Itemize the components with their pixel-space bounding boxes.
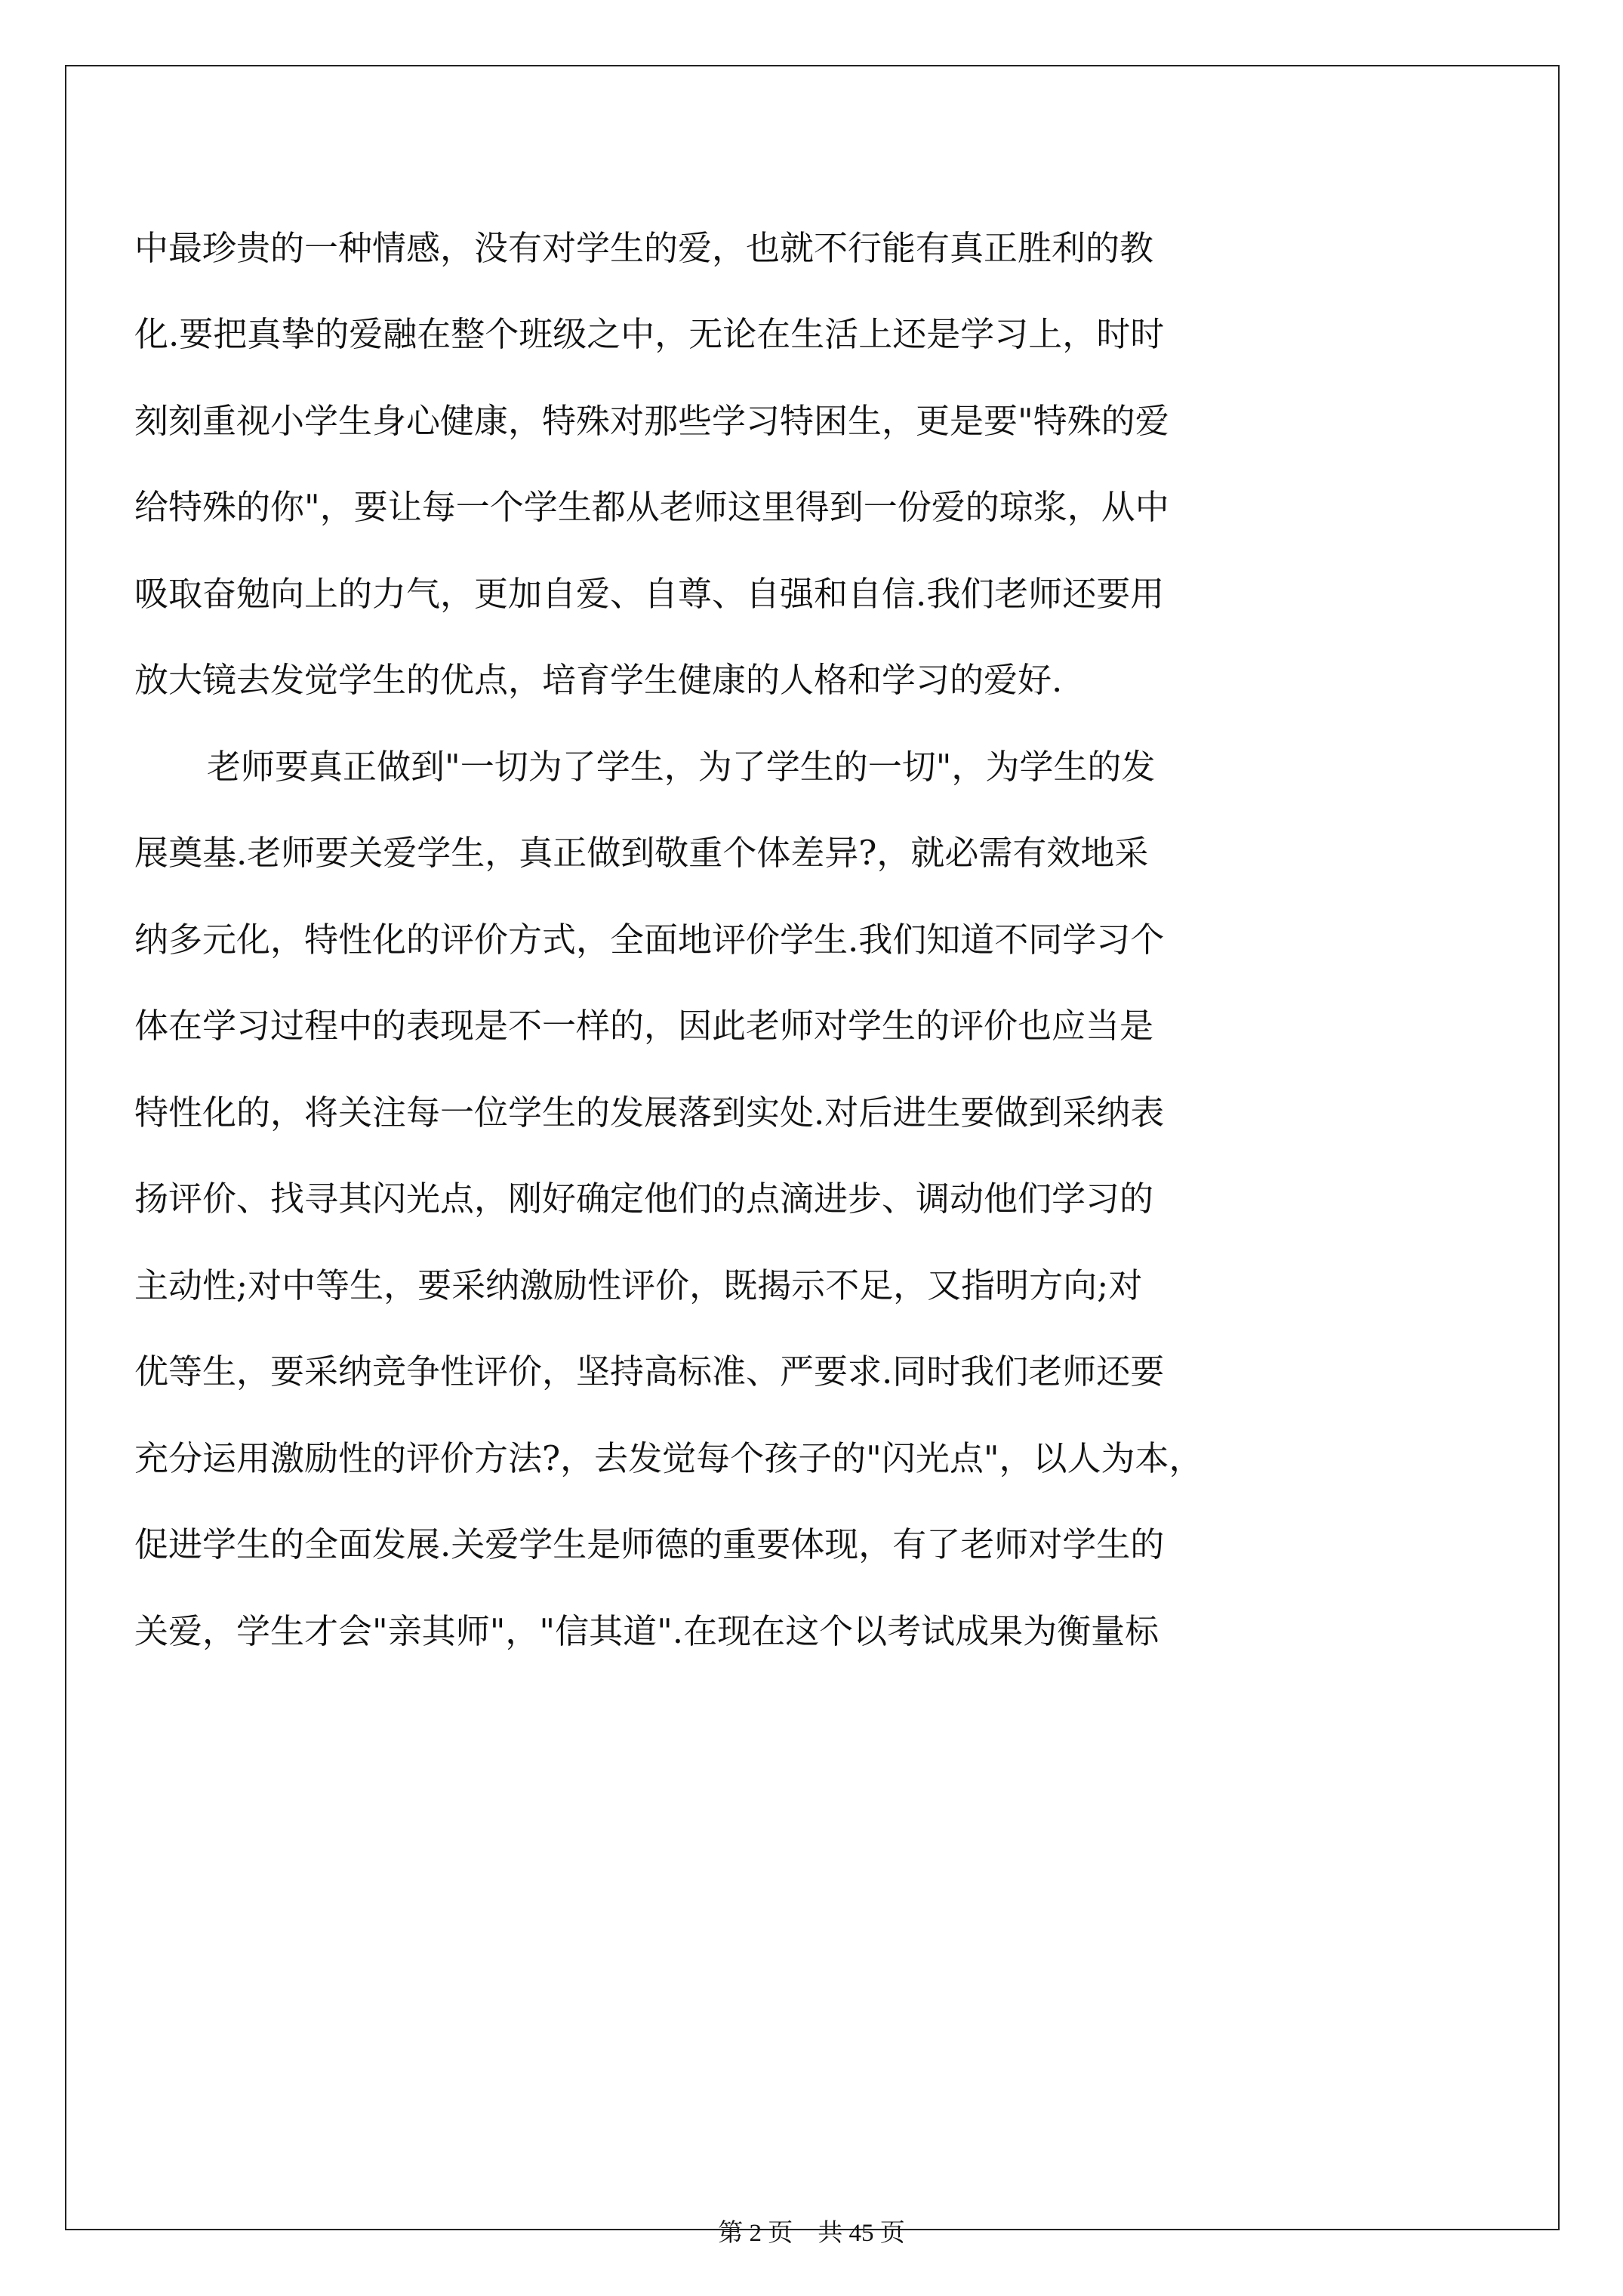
text-line: 老师要真正做到"一切为了学生，为了学生的一切"，为学生的发 [207,747,1156,787]
text-line: 中最珍贵的一种情感，没有对学生的爱，也就不行能有真正胜利的教 [134,228,1154,268]
page-frame [65,65,1560,2230]
text-line: 纳多元化，特性化的评价方式，全面地评价学生.我们知道不同学习个 [134,920,1165,960]
text-line: 优等生，要采纳竞争性评价，坚持高标准、严要求.同时我们老师还要 [134,1351,1165,1391]
text-line: 特性化的，将关注每一位学生的发展落到实处.对后进生要做到采纳表 [134,1093,1165,1133]
text-line: 吸取奋勉向上的力气，更加自爱、自尊、自强和自信.我们老师还要用 [134,574,1165,614]
text-line: 扬评价、找寻其闪光点，刚好确定他们的点滴进步、调动他们学习的 [134,1179,1154,1219]
text-line: 放大镜去发觉学生的优点，培育学生健康的人格和学习的爱好. [134,660,1063,700]
text-line: 充分运用激励性的评价方法?，去发觉每个孩子的"闪光点"，以人为本， [134,1438,1203,1478]
text-line: 化.要把真挚的爱融在整个班级之中，无论在生活上还是学习上，时时 [134,314,1165,354]
text-line: 主动性;对中等生，要采纳激励性评价，既揭示不足，又指明方向;对 [134,1265,1143,1305]
text-line: 刻刻重视小学生身心健康，特殊对那些学习特困生，更是要"特殊的爱 [134,401,1169,441]
text-line: 展奠基.老师要关爱学生，真正做到敬重个体差异?，就必需有效地采 [134,833,1149,873]
text-line: 促进学生的全面发展.关爱学生是师德的重要体现，有了老师对学生的 [134,1524,1165,1564]
text-line: 体在学习过程中的表现是不一样的，因此老师对学生的评价也应当是 [134,1006,1154,1046]
text-line: 给特殊的你"，要让每一个学生都从老师这里得到一份爱的琼浆，从中 [134,487,1169,527]
text-line: 关爱，学生才会"亲其师"，"信其道".在现在这个以考试成果为衡量标 [134,1611,1160,1651]
page-number-footer: 第 2 页 共 45 页 [718,2220,905,2247]
